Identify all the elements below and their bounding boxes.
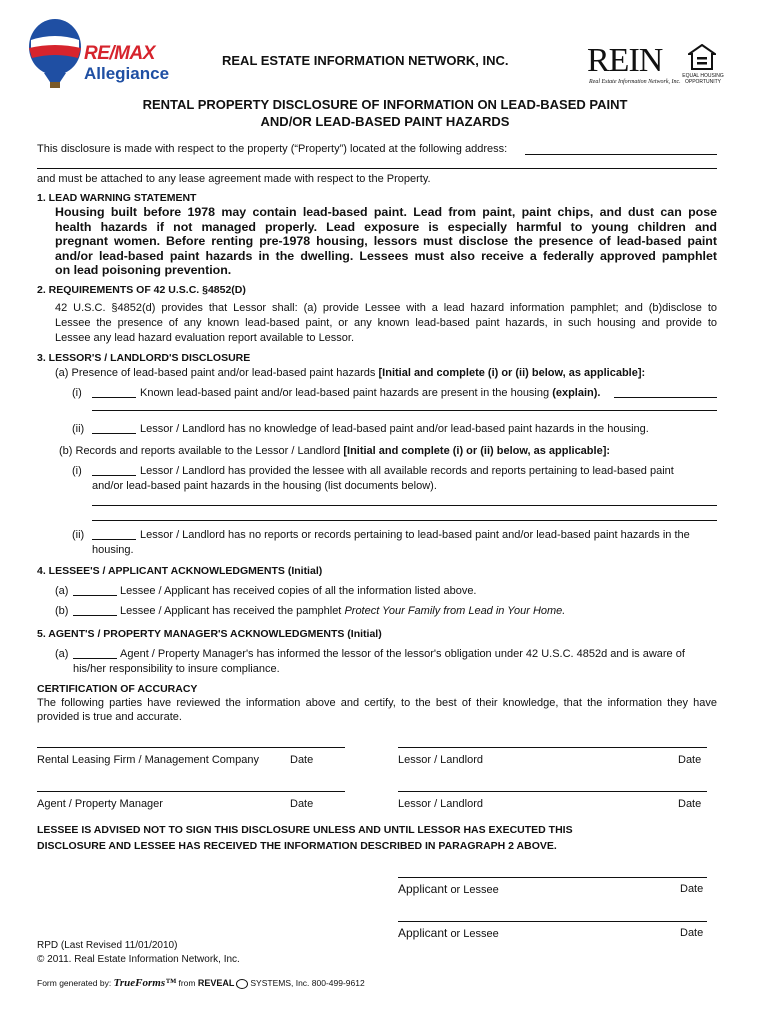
s5-heading: 5. AGENT'S / PROPERTY MANAGER'S ACKNOWLEDGMENTS (Initial) [37, 628, 382, 640]
reveal-logo: REVEAL [197, 978, 235, 988]
s3b-i-documents-field-2[interactable] [92, 520, 717, 521]
s4a-text: Lessee / Applicant has received copies of all the information listed above. [120, 585, 477, 597]
s3a-i-initial-field[interactable] [92, 397, 136, 398]
pamphlet-title: Protect Your Family from Lead in Your Home. [344, 605, 566, 617]
s3a-ii-label: (ii) [72, 423, 85, 435]
intro-attach-text: and must be attached to any lease agreement made with respect to the Property. [37, 173, 431, 185]
s2-line-2: Lessee the presence of any known lead-based paint, or any known lead-based paint hazards, in such housing and provide to [55, 317, 717, 329]
s4b-label: (b) [55, 605, 69, 617]
applicant-date-label-2: Date [680, 927, 704, 939]
s3b-i-documents-field-1[interactable] [92, 505, 717, 506]
lessor-date-label-1: Date [678, 754, 702, 766]
s3b-text [59, 444, 610, 458]
cert-line-1: The following parties have reviewed the information above and certify, to the best of their knowledge, that the information they have [37, 697, 717, 709]
cert-heading: CERTIFICATION OF ACCURACY [37, 683, 198, 695]
revision-text: RPD (Last Revised 11/01/2010) [37, 940, 178, 951]
s1-heading: 1. LEAD WARNING STATEMENT [37, 192, 197, 204]
s3a-ii-initial-field[interactable] [92, 433, 136, 434]
doc-title-line-2: AND/OR LEAD-BASED PAINT HAZARDS [260, 114, 510, 129]
s1-line-3: pregnant women. Before renting pre-1978 housing, lessors must disclose the presence of lead-based paint [55, 234, 717, 248]
applicant-date-label-1: Date [680, 883, 704, 895]
s3b-ii-initial-field[interactable] [92, 539, 136, 540]
s1-line-5: on lead poisoning prevention. [55, 263, 232, 277]
s5a-text-1: Agent / Property Manager's has informed the lessor of the lessor's obligation under 42 U.S.C. 4852d and is aware of [120, 648, 685, 660]
s3b-i-label: (i) [72, 465, 82, 477]
lessor-signature-line-2[interactable] [398, 791, 707, 792]
remax-wordmark: RE/MAX [84, 43, 155, 64]
firm-label: Rental Leasing Firm / Management Company [37, 754, 259, 766]
s2-line-3: Lessee any lead hazard evaluation report available to Lessor. [55, 332, 355, 344]
s3a-i-explain-field[interactable] [614, 397, 717, 398]
lessor-label-2: Lessor / Landlord [398, 798, 483, 810]
advice-line-1: LESSEE IS ADVISED NOT TO SIGN THIS DISCLOSURE UNLESS AND UNTIL LESSOR HAS EXECUTED THIS [37, 824, 573, 836]
trueforms-logo: TrueForms™ [113, 977, 177, 989]
s3a-text [55, 366, 645, 380]
advice-line-2: DISCLOSURE AND LESSEE HAS RECEIVED THE INFORMATION DESCRIBED IN PARAGRAPH 2 ABOVE. [37, 840, 557, 852]
rein-logo: REIN [587, 42, 663, 79]
s3b-instruction: [Initial and complete (i) or (ii) below, as applicable]: [343, 445, 611, 457]
s3b-ii-text-2: housing. [92, 544, 134, 556]
rein-tagline: Real Estate Information Network, Inc. [589, 79, 681, 85]
lessor-signature-line-1[interactable] [398, 747, 707, 748]
lessor-date-label-2: Date [678, 798, 702, 810]
s1-line-1: Housing built before 1978 may contain lead-based paint. Lead from paint, paint chips, and dust can pose [55, 205, 717, 219]
agent-date-label: Date [290, 798, 314, 810]
agent-signature-line[interactable] [37, 791, 345, 792]
firm-date-label: Date [290, 754, 314, 766]
s3a-i-label: (i) [72, 387, 82, 399]
equal-housing-icon [688, 44, 716, 70]
reveal-swirl-icon [236, 979, 248, 989]
s4a-initial-field[interactable] [73, 595, 117, 596]
s3-heading: 3. LESSOR'S / LANDLORD'S DISCLOSURE [37, 352, 251, 364]
s5a-label: (a) [55, 648, 69, 660]
s5a-initial-field[interactable] [73, 658, 117, 659]
s3b-ii-label: (ii) [72, 529, 85, 541]
applicant-signature-line-1[interactable] [398, 877, 707, 878]
cert-line-2: provided is true and accurate. [37, 711, 182, 723]
s2-line-1: 42 U.S.C. §4852(d) provides that Lessor shall: (a) provide Lessee with a lead hazard information pamphlet; and (b)disclose to [55, 302, 717, 314]
s4b-text: Lessee / Applicant has received the pamphlet Protect Your Family from Lead in Your Home. [120, 605, 566, 617]
s3b-i-initial-field[interactable] [92, 475, 136, 476]
s3a-i-text: Known lead-based paint and/or lead-based paint hazards are present in the housing (explain). [140, 387, 601, 399]
applicant-label-1: Applicant or Lessee [398, 882, 499, 896]
copyright-text: © 2011. Real Estate Information Network, Inc. [37, 954, 240, 965]
s4a-label: (a) [55, 585, 69, 597]
s3a-i-explain: (explain). [552, 387, 601, 399]
intro-text: This disclosure is made with respect to the property (“Property”) located at the following address: [37, 143, 508, 155]
lessor-label-1: Lessor / Landlord [398, 754, 483, 766]
s4-heading: 4. LESSEE'S / APPLICANT ACKNOWLEDGMENTS (Initial) [37, 565, 323, 577]
equal-housing-text: EQUAL HOUSING OPPORTUNITY [682, 73, 724, 85]
address-field-2[interactable] [37, 168, 717, 169]
remax-balloon-logo [26, 18, 84, 90]
s1-line-4: and/or lead-based paint hazards in the dwelling. Lessees must also receive a federally approved pamphlet [55, 249, 717, 263]
s3a-i-explain-field-2[interactable] [92, 410, 717, 411]
generated-by: Form generated by: TrueForms™ from REVEAL SYSTEMS, Inc. 800-499-9612 [37, 977, 365, 989]
s2-heading: 2. REQUIREMENTS OF 42 U.S.C. §4852(D) [37, 284, 246, 296]
s3b-i-text-1: Lessor / Landlord has provided the lessee with all available records and reports pertaining to lead-based paint [140, 465, 674, 477]
applicant-signature-line-2[interactable] [398, 921, 707, 922]
allegiance-wordmark: Allegiance [84, 64, 170, 83]
applicant-label-2: Applicant or Lessee [398, 926, 499, 940]
s1-line-2: health hazards if not managed properly. Lead exposure is especially harmful to young children and [55, 220, 717, 234]
s3b-label: (b) Records and reports available to the Lessor / Landlord [59, 445, 341, 457]
address-field[interactable] [525, 154, 717, 155]
s3a-ii-text: Lessor / Landlord has no knowledge of lead-based paint and/or lead-based paint hazards in the housing. [140, 423, 649, 435]
agent-label: Agent / Property Manager [37, 798, 163, 810]
s5a-text-2: his/her responsibility to insure compliance. [73, 663, 280, 675]
s3a-instruction: [Initial and complete (i) or (ii) below, as applicable]: [378, 367, 646, 379]
firm-signature-line[interactable] [37, 747, 345, 748]
s4b-initial-field[interactable] [73, 615, 117, 616]
org-title: REAL ESTATE INFORMATION NETWORK, INC. [222, 53, 509, 68]
s3a-label: (a) Presence of lead-based paint and/or lead-based paint hazards [55, 367, 376, 379]
doc-title-line-1: RENTAL PROPERTY DISCLOSURE OF INFORMATION ON LEAD-BASED PAINT [142, 97, 628, 112]
s3b-i-text-2: and/or lead-based paint hazards in the housing (list documents below). [92, 480, 437, 492]
s3b-ii-text-1: Lessor / Landlord has no reports or records pertaining to lead-based paint and/or lead-based paint hazards in the [140, 529, 690, 541]
